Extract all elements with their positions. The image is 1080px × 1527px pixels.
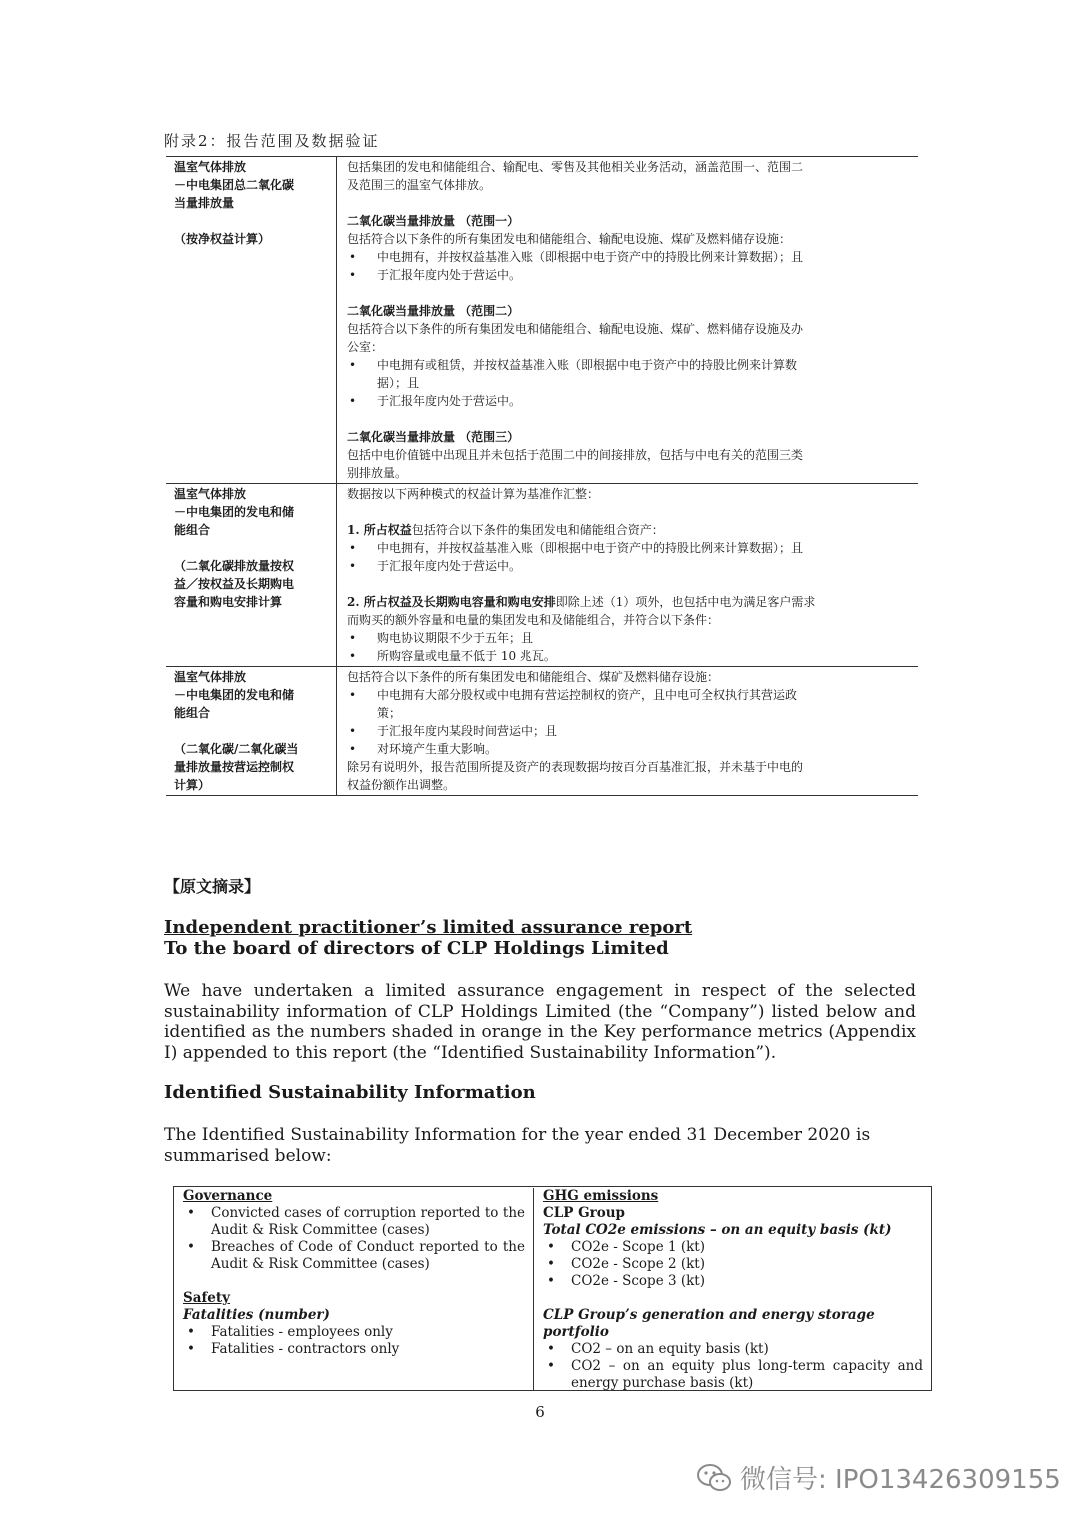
ghg-column	[534, 1188, 931, 1390]
list-item: • Convicted cases of corruption reported to the Audit & Risk Committee (cases)	[183, 1205, 525, 1239]
list-item: • CO2e - Scope 1 (kt)	[543, 1239, 923, 1256]
page-number: 6	[535, 1403, 545, 1421]
list-item: • 中电拥有，并按权益基准入账（即根据中电于资产中的持股比例来计算数据）；且	[347, 539, 912, 557]
section-heading: Identified Sustainability Information	[164, 1082, 536, 1103]
scope1-heading: 二氧化碳当量排放量 （范围一）	[347, 214, 520, 228]
safety-subheading: Fatalities (number)	[183, 1307, 330, 1323]
row3-label: 温室气体排放 －中电集团的发电和储 能组合 （二氧化碳/二氧化碳当 量排放量按营运控制权 计算）	[166, 667, 337, 796]
wechat-icon	[696, 1463, 732, 1493]
row2-label: 温室气体排放 －中电集团的发电和储 能组合 （二氧化碳排放量按权 益／按权益及长期购电 容量和购电安排计算	[166, 484, 337, 667]
safety-heading: Safety	[183, 1290, 230, 1306]
list-item: • 所购容量或电量不低于 10 兆瓦。	[347, 647, 912, 665]
portfolio-heading: CLP Group’s generation and energy storage portfolio	[543, 1307, 875, 1340]
identified-info-box	[173, 1186, 932, 1391]
excerpt-heading: 【原文摘录】	[164, 877, 261, 896]
list-item: • CO2e - Scope 2 (kt)	[543, 1256, 923, 1273]
list-item: • 于汇报年度内处于营运中。	[347, 266, 912, 284]
list-item: • CO2e - Scope 3 (kt)	[543, 1273, 923, 1290]
list-item: • 中电拥有大部分股权或中电拥有营运控制权的资产，且中电可全权执行其营运政	[347, 686, 912, 704]
governance-safety-column	[174, 1188, 534, 1390]
scope3-heading: 二氧化碳当量排放量 （范围三）	[347, 430, 520, 444]
report-title: Independent practitioner’s limited assurance report	[164, 917, 693, 938]
watermark	[696, 1459, 1061, 1496]
list-item: • 对环境产生重大影响。	[347, 740, 912, 758]
list-item: • Breaches of Code of Conduct reported to the Audit & Risk Committee (cases)	[183, 1239, 525, 1273]
list-item: • 于汇报年度内某段时间营运中；且	[347, 722, 912, 740]
row3-description: 包括符合以下条件的所有集团发电和储能组合、煤矿及燃料储存设施： • 中电拥有大部分股权或中电拥有营运控制权的资产，且中电可全权执行其营运政 策； • 于汇报年度内某段时间营运中；且 • 对环境产生重大影响。 除另有说明外，报告范围所提及资产的表现数据均按百分百基准汇报，并未基于中电的 权益份额作出调整。	[337, 667, 919, 796]
list-item: • Fatalities - contractors only	[183, 1341, 525, 1358]
list-item: • 购电协议期限不少于五年；且	[347, 629, 912, 647]
reporting-scope-table	[166, 156, 918, 796]
list-item: • CO2 – on an equity plus long-term capacity and energy purchase basis (kt)	[543, 1358, 923, 1392]
row1-label: 温室气体排放 －中电集团总二氧化碳 当量排放量 （按净权益计算）	[166, 157, 337, 484]
list-item: • 于汇报年度内处于营运中。	[347, 557, 912, 575]
scope2-heading: 二氧化碳当量排放量 （范围二）	[347, 304, 520, 318]
list-item: • 于汇报年度内处于营运中。	[347, 392, 912, 410]
ghg-subheading: Total CO2e emissions – on an equity basis (kt)	[543, 1222, 892, 1238]
governance-heading: Governance	[183, 1188, 273, 1204]
intro-paragraph: We have undertaken a limited assurance engagement in respect of the selected sustainability information of CLP Holdings Limited (the “Company”) listed below and identified as the numbers shaded in orange in the Key performance metrics (Appendix I) appended to this report (the “Identified Sustainability Information”).	[164, 981, 916, 1063]
list-item: • 中电拥有或租赁，并按权益基准入账（即根据中电于资产中的持股比例来计算数	[347, 356, 912, 374]
report-subtitle: To the board of directors of CLP Holdings Limited	[164, 938, 669, 959]
ghg-heading: GHG emissions	[543, 1188, 659, 1204]
row1-description: 包括集团的发电和储能组合、输配电、零售及其他相关业务活动，涵盖范围一、范围二 及范围三的温室气体排放。 二氧化碳当量排放量 （范围一） 包括符合以下条件的所有集团发电和储能组合、输配电设施、煤矿及燃料储存设施： • 中电拥有，并按权益基准入账（即根据中电于资产中的持股比例来计算数据）；且 • 于汇报年度内处于营运中。 二氧化碳当量排放量 （范围二） 包括符合以下条件的所有集团发电和储能组合、输配电设施、煤矿、燃料储存设施及办 公室： • 中电拥有或租赁，并按权益基准入账（即根据中电于资产中的持股比例来计算数 据）；且 • 于汇报年度内处于营运中。 二氧化碳当量排放量 （范围三） 包括中电价值链中出现且并未包括于范围二中的间接排放，包括与中电有关的范围三类 别排放量。	[337, 157, 919, 484]
appendix-title: 附录2：报告范围及数据验证	[164, 132, 380, 150]
list-item: • 中电拥有，并按权益基准入账（即根据中电于资产中的持股比例来计算数据）；且	[347, 248, 912, 266]
list-item: • CO2 – on an equity basis (kt)	[543, 1341, 923, 1358]
row2-description: 数据按以下两种模式的权益计算为基准作汇整： 1. 所占权益包括符合以下条件的集团发电和储能组合资产： • 中电拥有，并按权益基准入账（即根据中电于资产中的持股比例来计算数据）；且 • 于汇报年度内处于营运中。 2. 所占权益及长期购电容量和购电安排即除上述（1）项外，也包括中电为满足客户需求 而购买的额外容量和电量的集团发电和及储能组合，并符合以下条件： • 购电协议期限不少于五年；且 • 所购容量或电量不低于 10 兆瓦。	[337, 484, 919, 667]
clp-group-label: CLP Group	[543, 1205, 625, 1221]
summary-sentence: The Identified Sustainability Information for the year ended 31 December 2020 is summarised below:	[164, 1125, 871, 1166]
list-item: • Fatalities - employees only	[183, 1324, 525, 1341]
watermark-text: 微信号: IPO13426309155	[740, 1465, 1061, 1495]
